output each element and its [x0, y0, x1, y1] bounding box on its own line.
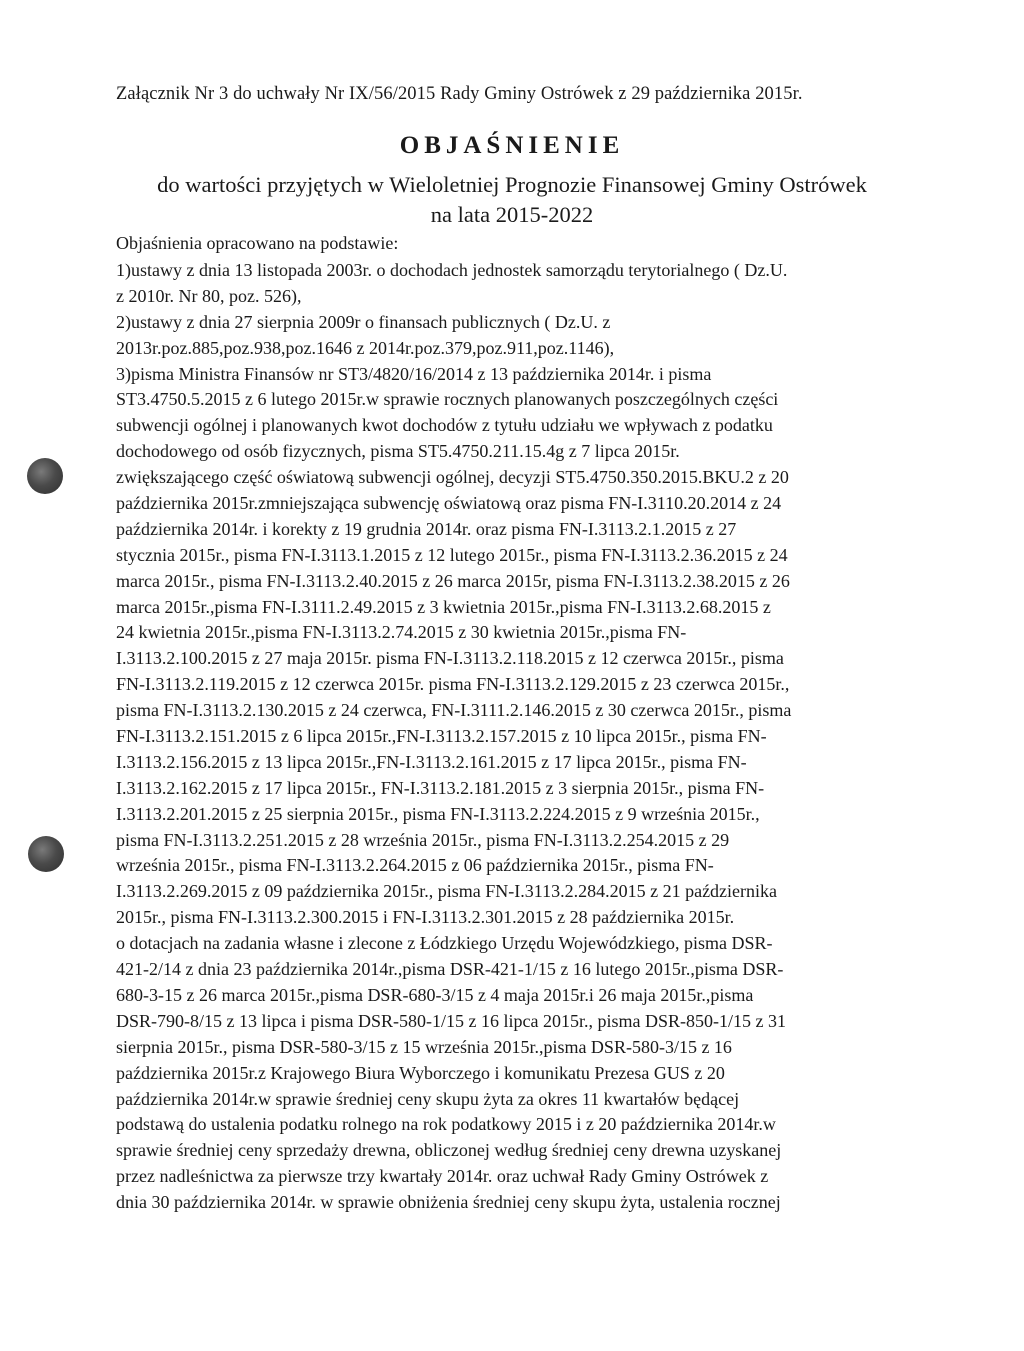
- text-line: I.3113.2.201.2015 z 25 sierpnia 2015r., pisma FN-I.3113.2.224.2015 z 9 września 2015r.,: [116, 803, 760, 824]
- text-line: marca 2015r., pisma FN-I.3113.2.40.2015 z 26 marca 2015r, pisma FN-I.3113.2.38.2015 z 26: [116, 570, 790, 591]
- punch-hole: [27, 458, 63, 494]
- text-line: z 2010r. Nr 80, poz. 526),: [116, 285, 302, 306]
- text-line: 680-3-15 z 26 marca 2015r.,pisma DSR-680-3/15 z 4 maja 2015r.i 26 maja 2015r.,pisma: [116, 984, 754, 1005]
- text-line: FN-I.3113.2.151.2015 z 6 lipca 2015r.,FN-I.3113.2.157.2015 z 10 lipca 2015r., pisma FN-: [116, 726, 767, 747]
- text-line: o dotacjach na zadania własne i zlecone z Łódzkiego Urzędu Wojewódzkiego, pisma DSR-: [116, 933, 773, 954]
- text-line: I.3113.2.162.2015 z 17 lipca 2015r., FN-I.3113.2.181.2015 z 3 sierpnia 2015r., pisma FN-: [116, 777, 765, 798]
- text-line: pisma FN-I.3113.2.130.2015 z 24 czerwca, FN-I.3111.2.146.2015 z 30 czerwca 2015r., pisma: [116, 700, 792, 721]
- text-line: FN-I.3113.2.119.2015 z 12 czerwca 2015r. pisma FN-I.3113.2.129.2015 z 23 czerwca 2015r.,: [116, 674, 790, 695]
- text-line: 421-2/14 z dnia 23 października 2014r.,pisma DSR-421-1/15 z 16 lutego 2015r.,pisma DSR-: [116, 959, 784, 980]
- text-line: października 2015r.z Krajowego Biura Wyborczego i komunikatu Prezesa GUS z 20: [116, 1062, 725, 1083]
- text-line: 2013r.poz.885,poz.938,poz.1646 z 2014r.poz.379,poz.911,poz.1146),: [116, 337, 615, 358]
- subtitle-line: na lata 2015-2022: [430, 202, 594, 227]
- text-line: października 2014r. i korekty z 19 grudnia 2014r. oraz pisma FN-I.3113.2.1.2015 z 27: [116, 518, 737, 539]
- text-line: września 2015r., pisma FN-I.3113.2.264.2015 z 06 października 2015r., pisma FN-: [116, 855, 714, 876]
- text-line: października 2015r.zmniejszająca subwencję oświatową oraz pisma FN-I.3110.20.2014 z 24: [116, 493, 782, 514]
- text-line: I.3113.2.156.2015 z 13 lipca 2015r.,FN-I.3113.2.161.2015 z 17 lipca 2015r., pisma FN-: [116, 751, 747, 772]
- text-line: dnia 30 października 2014r. w sprawie obniżenia średniej ceny skupu żyta, ustalenia rocznej: [116, 1192, 781, 1213]
- attachment-note: Załącznik Nr 3 do uchwały Nr IX/56/2015 Rady Gminy Ostrówek z 29 października 2015r.: [116, 84, 803, 104]
- text-line: zwiększającego część oświatową subwencji ogólnej, decyzji ST5.4750.350.2015.BKU.2 z 20: [116, 467, 789, 488]
- text-line: dochodowego od osób fizycznych, pisma ST5.4750.211.15.4g z 7 lipca 2015r.: [116, 441, 680, 462]
- text-line: stycznia 2015r., pisma FN-I.3113.1.2015 z 12 lutego 2015r., pisma FN-I.3113.2.36.2015 z 24: [116, 544, 788, 565]
- text-line: ST3.4750.5.2015 z 6 lutego 2015r.w sprawie rocznych planowanych poszczególnych części: [116, 389, 779, 410]
- document-subtitle: [0, 170, 1024, 230]
- text-line: sierpnia 2015r., pisma DSR-580-3/15 z 15 września 2015r.,pisma DSR-580-3/15 z 16: [116, 1036, 732, 1057]
- text-line: 2)ustawy z dnia 27 sierpnia 2009r o finansach publicznych ( Dz.U. z: [116, 311, 611, 332]
- text-line: 24 kwietnia 2015r.,pisma FN-I.3113.2.74.2015 z 30 kwietnia 2015r.,pisma FN-: [116, 622, 687, 643]
- text-line: października 2014r.w sprawie średniej ceny skupu żyta za okres 11 kwartałów będącej: [116, 1088, 740, 1109]
- intro-text: Objaśnienia opracowano na podstawie:: [116, 233, 399, 253]
- body-text: [116, 258, 906, 1216]
- text-line: marca 2015r.,pisma FN-I.3111.2.49.2015 z 3 kwietnia 2015r.,pisma FN-I.3113.2.68.2015 z: [116, 596, 771, 617]
- text-line: sprawie średniej ceny sprzedaży drewna, obliczonej według średniej ceny drewna uzyskanej: [116, 1140, 782, 1161]
- text-line: I.3113.2.100.2015 z 27 maja 2015r. pisma FN-I.3113.2.118.2015 z 12 czerwca 2015r., pisma: [116, 648, 784, 669]
- text-line: przez nadleśnictwa za pierwsze trzy kwartały 2014r. oraz uchwał Rady Gminy Ostrówek z: [116, 1166, 769, 1187]
- text-line: pisma FN-I.3113.2.251.2015 z 28 września 2015r., pisma FN-I.3113.2.254.2015 z 29: [116, 829, 730, 850]
- document-title: OBJAŚNIENIE: [399, 132, 625, 159]
- subtitle-line: do wartości przyjętych w Wieloletniej Prognozie Finansowej Gminy Ostrówek: [157, 172, 867, 197]
- text-line: subwencji ogólnej i planowanych kwot dochodów z tytułu udziału we wpływach z podatku: [116, 415, 773, 436]
- text-line: 2015r., pisma FN-I.3113.2.300.2015 i FN-I.3113.2.301.2015 z 28 października 2015r.: [116, 907, 735, 928]
- punch-hole: [28, 836, 64, 872]
- text-line: I.3113.2.269.2015 z 09 października 2015r., pisma FN-I.3113.2.284.2015 z 21 października: [116, 881, 778, 902]
- text-line: DSR-790-8/15 z 13 lipca i pisma DSR-580-1/15 z 16 lipca 2015r., pisma DSR-850-1/15 z 31: [116, 1010, 786, 1031]
- text-line: podstawą do ustalenia podatku rolnego na rok podatkowy 2015 i z 20 października 2014r.w: [116, 1114, 776, 1135]
- text-line: 1)ustawy z dnia 13 listopada 2003r. o dochodach jednostek samorządu terytorialnego ( Dz.U.: [116, 260, 788, 280]
- text-line: 3)pisma Ministra Finansów nr ST3/4820/16/2014 z 13 października 2014r. i pisma: [116, 363, 712, 384]
